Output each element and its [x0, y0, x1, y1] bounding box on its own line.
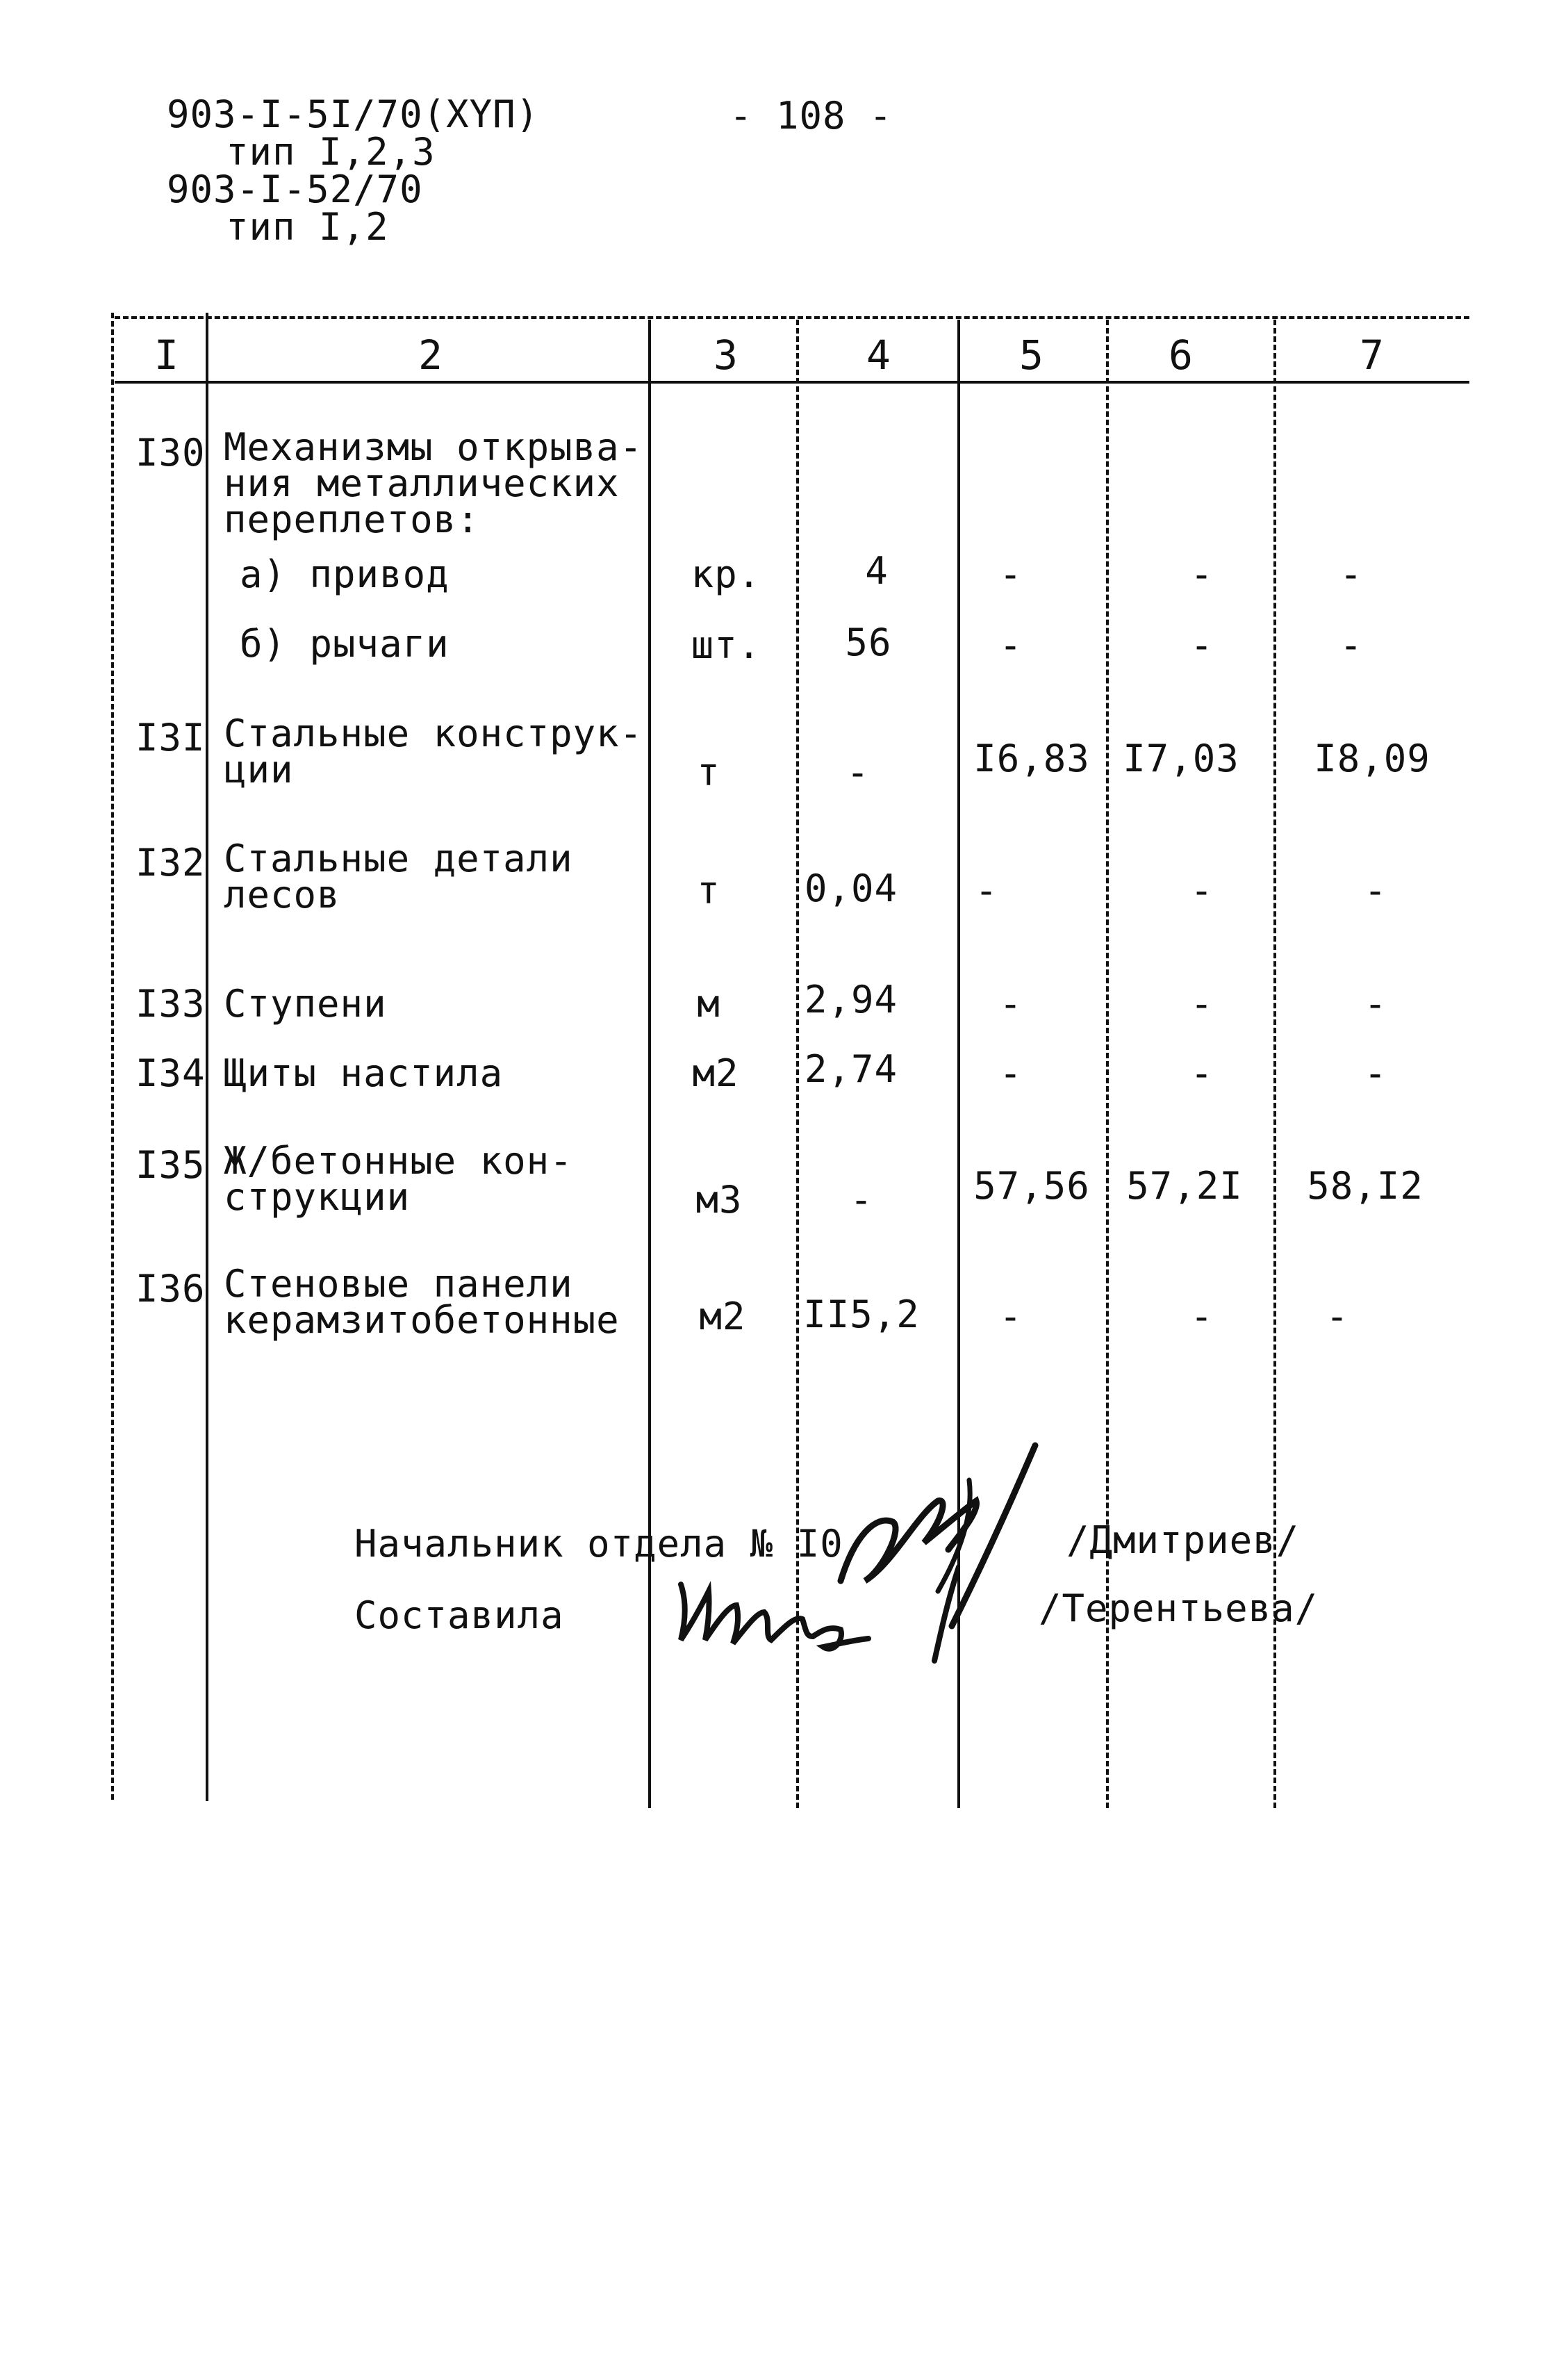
row-number: I33 — [135, 982, 206, 1026]
row-col7: - — [1364, 869, 1387, 912]
document-code-2: 903-I-52/70 — [167, 167, 423, 211]
row-col5: - — [999, 1295, 1023, 1338]
row-col5: - — [999, 552, 1023, 596]
column-header-1: I — [154, 331, 179, 379]
row-name: Стальные конструк- ции — [224, 712, 643, 791]
column-header-6: 6 — [1169, 331, 1194, 379]
document-type-1: тип I,2,3 — [226, 130, 436, 174]
table-col-divider-6 — [1273, 320, 1276, 1808]
row-number: I3I — [135, 716, 206, 760]
compiled-by-name: /Терентьева/ — [1039, 1586, 1319, 1630]
table-left-border — [111, 313, 114, 1800]
row-col6: - — [1190, 552, 1214, 596]
row-unit: т — [697, 750, 720, 794]
row-unit: м — [697, 982, 720, 1026]
page-number: - 108 - — [729, 94, 893, 138]
table-top-line — [115, 316, 1469, 319]
row-number: I30 — [135, 431, 206, 475]
row-col7: - — [1364, 982, 1387, 1026]
document-code-1: 903-I-5I/70(XYП) — [167, 92, 540, 136]
row-col5: - — [999, 623, 1023, 667]
row-name: а) привод — [240, 552, 449, 596]
table-col-divider-5 — [1106, 320, 1109, 1808]
row-col4: 56 — [845, 621, 892, 664]
row-name: Ж/бетонные кон- струкции — [224, 1139, 573, 1219]
document-type-2: тип I,2 — [226, 205, 389, 249]
row-col5: - — [975, 869, 998, 912]
table-col-divider-1 — [206, 313, 208, 1801]
row-col7: - — [1364, 1051, 1387, 1095]
row-col5: - — [999, 982, 1023, 1026]
row-col4: 2,74 — [804, 1047, 898, 1091]
signature-compiled — [667, 1564, 959, 1668]
column-header-2: 2 — [418, 331, 443, 379]
department-head-name: /Дмитриев/ — [1066, 1518, 1300, 1562]
column-header-5: 5 — [1019, 331, 1044, 379]
row-col4: 2,94 — [804, 978, 898, 1021]
row-col6: I7,03 — [1123, 737, 1239, 780]
row-col5: - — [999, 1051, 1023, 1095]
row-number: I34 — [135, 1051, 206, 1095]
row-name: Стеновые панели керамзитобетонные — [224, 1262, 620, 1342]
row-unit: т — [697, 869, 720, 912]
row-unit: м3 — [695, 1178, 743, 1222]
row-col7: 58,I2 — [1307, 1164, 1424, 1208]
row-col4: II5,2 — [803, 1292, 920, 1336]
row-col6: - — [1190, 869, 1214, 912]
row-name: Ступени — [224, 982, 387, 1026]
row-col5: I6,83 — [973, 737, 1090, 780]
row-col4: 0,04 — [804, 867, 898, 910]
row-name: Механизмы открыва- ния металлических переплетов: — [224, 425, 643, 541]
row-unit: кр. — [691, 552, 761, 596]
table-header-line — [115, 381, 1469, 384]
row-number: I32 — [135, 841, 206, 885]
row-name: Стальные детали лесов — [224, 837, 573, 917]
row-col6: 57,2I — [1126, 1164, 1243, 1208]
row-col4: 4 — [865, 549, 889, 593]
row-col7: - — [1326, 1295, 1349, 1338]
row-col6: - — [1190, 623, 1214, 667]
table-col-divider-2 — [648, 320, 651, 1808]
row-col4: - — [846, 750, 870, 794]
compiled-by-label: Составила — [354, 1593, 564, 1637]
row-number: I35 — [135, 1143, 206, 1187]
row-unit: м2 — [692, 1051, 739, 1095]
column-header-7: 7 — [1360, 331, 1385, 379]
row-col6: - — [1190, 982, 1214, 1026]
department-head-label: Начальник отдела № I0 — [354, 1522, 843, 1566]
row-col4: - — [850, 1178, 873, 1222]
column-header-3: 3 — [713, 331, 739, 379]
row-col7: - — [1339, 552, 1363, 596]
row-name: Щиты настила — [224, 1051, 504, 1095]
row-col7: I8,09 — [1314, 737, 1430, 780]
row-unit: м2 — [699, 1295, 746, 1338]
column-header-4: 4 — [866, 331, 891, 379]
row-col6: - — [1190, 1295, 1214, 1338]
row-col7: - — [1339, 623, 1363, 667]
row-col5: 57,56 — [973, 1164, 1090, 1208]
row-unit: шт. — [691, 623, 761, 667]
row-number: I36 — [135, 1267, 206, 1311]
row-name: б) рычаги — [240, 622, 449, 666]
row-col6: - — [1190, 1051, 1214, 1095]
